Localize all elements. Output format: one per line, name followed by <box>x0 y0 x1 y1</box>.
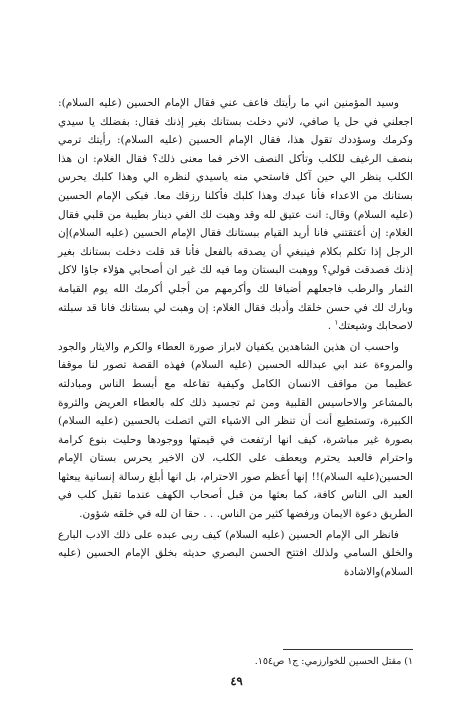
paragraph-3: فانظر الى الإمام الحسين (عليه السلام) كيف ربى عبده على ذلك الادب البارع والخلق السامي ولذلك افتتح الحسن البصري حديثه بخلق الإمام الحسين (عليه السلام)والاشادة <box>58 528 413 578</box>
footnote-reference: ١ <box>334 318 339 327</box>
paragraph-1 <box>58 94 413 336</box>
paragraph-1-end: . <box>327 320 332 333</box>
body-text <box>58 94 413 581</box>
paragraph-2: واحسب ان هذين الشاهدين يكفيان لابراز صورة العطاء والكرم والايثار والجود والمروءة عند ابي عبدالله الحسين (عليه السلام) فهذه القصة تصور لنا موقفا عظيما من مواقف الانسان الكامل وكيفية تفاعله مع أبسط الناس ومبادلته بالمشاعر والاحاسيس القلبية ومن ثم تجسيد ذلك كله بالعطاء العريض والثروة الكبيرة، وتستطيع أنت أن تنظر الى الاشياء التي اتصلت بالحسين (عليه السلام) بصورة غير مباشرة، كيف انها ارتفعت في قيمتها ووجودها وحليت بنوع كرامة واحترام فالعبد يحترم ويعطف على الكلب، لان الاخير يحرس بستان الإمام الحسين(عليه السلام)!! إنها أعظم صور الاحترام، بل انها أبلغ رسالة إنسانية يبعثها العبد الى الناس كافة، كما بعثها من قبل أصحاب الكهف عندما تقبل كلب في الطريق دعوة الايمان ورفضها كثير من الناس. . . حقا ان لله في خلقه شؤون. <box>58 340 413 521</box>
paragraph-1-text: وسيد المؤمنين اني ما رأيتك فاعف عني فقال الإمام الحسين (عليه السلام): اجعلني في حل يا صافي، لاني دخلت بستانك بغير إذنك فقال: بفضلك يا سيدي وكرمك وسؤددك تقول هذا، فقال الإمام الحسين (عليه السلام): رأيتك ترمي بنصف الرغيف للكلب وتأكل النصف الاخر فما معنى ذلك؟ فقال الغلام: ان هذا الكلب ينظر الي حين آكل فاستحي منه ياسيدي لنظره الي وهذا كلبك يحرس بستانك من الاعداء فأنا عبدك وهذا كلبك فأكلنا رزقك معا. فبكى الإمام الحسين (عليه السلام) وقال: انت عتيق لله وقد وهبت لك الفي دينار بطيبة من قلبي فقال الغلام: إن أعتقتني فانا أريد القيام ببستانك فقال الإمام الحسين (عليه السلام)إن الرجل إذا تكلم بكلام فينبغي أن يصدقه بالفعل فأنا قد قلت دخلت بستانك بغير إذنك فصدقت قولي؟ ووهبت البستان وما فيه لك غير ان أصحابي هؤلاء جاؤا لاكل الثمار والرطب فاجعلهم أضيافا لك وأكرمهم من أجلي أكرمك الله يوم القيامة وبارك لك في حسن خلقك وأدبك فقال الغلام: إن وهبت لي بستانك فانا قد سبلته لاصحابك وشيعتك <box>58 97 413 333</box>
footnote: ١) مقتل الحسين للخوارزمي: ج١ ص١٥٤. <box>254 656 413 667</box>
page-number: ٤٩ <box>230 674 243 688</box>
footnote-divider <box>283 649 413 650</box>
